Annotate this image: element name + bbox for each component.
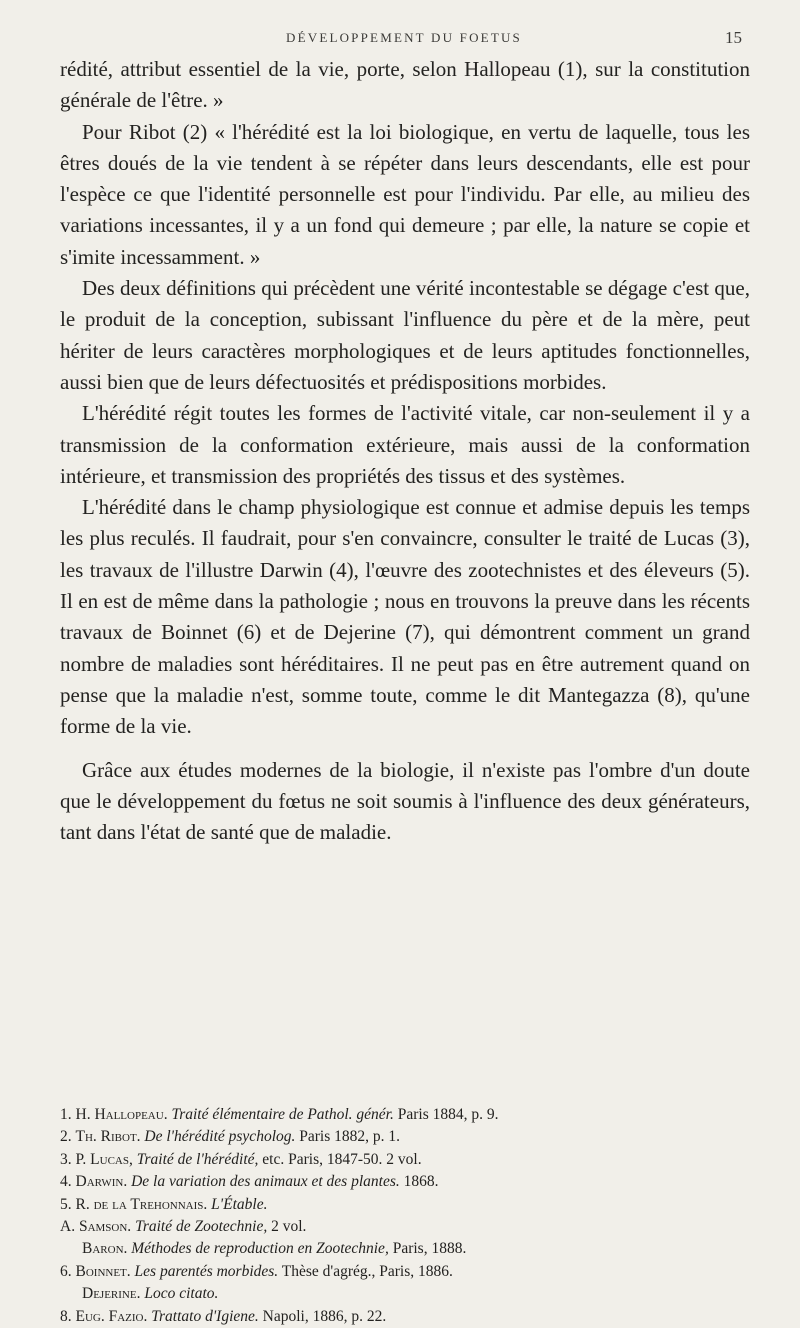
footnote-6: 6. Boinnet. Les parentés morbides. Thèse d'agrég., Paris, 1886. [60, 1262, 453, 1280]
footnote-1: 1. H. Hallopeau. Traité élémentaire de Pathol. génér. Paris 1884, p. 9. [60, 1106, 499, 1123]
footnotes [60, 1104, 750, 1328]
paragraph-heredity-activity: L'hérédité régit toutes les formes de l'activité vitale, car non-seulement il y a transmission de la conformation extérieure, mais aussi de la conformation intérieure, et transmission des propriétés des tissus et des systèmes. [60, 401, 750, 488]
footnote-5: 5. R. de la Trehonnais. L'Étable. [60, 1195, 268, 1213]
running-title: DÉVELOPPEMENT DU FOETUS [286, 30, 522, 45]
footnote-3: 3. P. Lucas, Traité de l'hérédité, etc. Paris, 1847-50. 2 vol. [60, 1150, 422, 1168]
paragraph-continued: rédité, attribut essentiel de la vie, porte, selon Hallopeau (1), sur la constitution générale de l'être. » [60, 57, 750, 113]
footnote-5b: Baron. Méthodes de reproduction en Zootechnie, Paris, 1888. [82, 1240, 467, 1258]
paragraph-ribot-definition: Pour Ribot (2) « l'hérédité est la loi biologique, en vertu de laquelle, tous les êtres doués de la vie tendent à se répéter dans leurs descendants, elle est pour l'espèce ce que l'identité personnelle est pour l'individu. Par elle, au milieu des variations incessantes, il y a un fond qui demeure ; par elle, la nature se copie et s'imite incessamment. » [60, 119, 750, 269]
page-number: 15 [725, 28, 742, 47]
footnote-7: Dejerine. Loco citato. [82, 1285, 219, 1303]
footnote-4: 4. Darwin. De la variation des animaux et des plantes. 1868. [60, 1173, 439, 1191]
paragraph-modern-studies: Grâce aux études modernes de la biologie, il n'existe pas l'ombre d'un doute que le développement du fœtus ne soit soumis à l'influence des deux générateurs, tant dans l'état de santé que de maladie. [60, 757, 750, 845]
body-text [60, 54, 750, 848]
page-header [58, 30, 750, 54]
footnote-2: 2. Th. Ribot. De l'hérédité psycholog. Paris 1882, p. 1. [60, 1128, 400, 1146]
footnote-8: 8. Eug. Fazio. Trattato d'Igiene. Napoli, 1886, p. 22. [60, 1307, 387, 1325]
footnote-5a: A. Samson. Traité de Zootechnie, 2 vol. [60, 1218, 307, 1236]
paragraph-physiological-field: L'hérédité dans le champ physiologique est connue et admise depuis les temps les plus reculés. Il faudrait, pour s'en convaincre, consulter le traité de Lucas (3), les travaux de l'illustre Darwin (4), l'œuvre des zootechnistes et des éleveurs (5). Il en est de même dans la pathologie ; nous en trouvons la preuve dans les récents travaux de Boinnet (6) et de Dejerine (7), qui démontrent comment un grand nombre de maladies sont héréditaires. Il ne peut pas en être autrement quand on pense que la maladie n'est, somme toute, comme le dit Mantegazza (8), qu'une forme de la vie. [60, 495, 750, 739]
paragraph-definitions-truth: Des deux définitions qui précèdent une vérité incontestable se dégage c'est que, le produit de la conception, subissant l'influence du père et de la mère, peut hériter de leurs caractères morphologiques et de leurs aptitudes fonctionnelles, aussi bien que de leurs défectuosités et prédispositions morbides. [60, 276, 750, 394]
